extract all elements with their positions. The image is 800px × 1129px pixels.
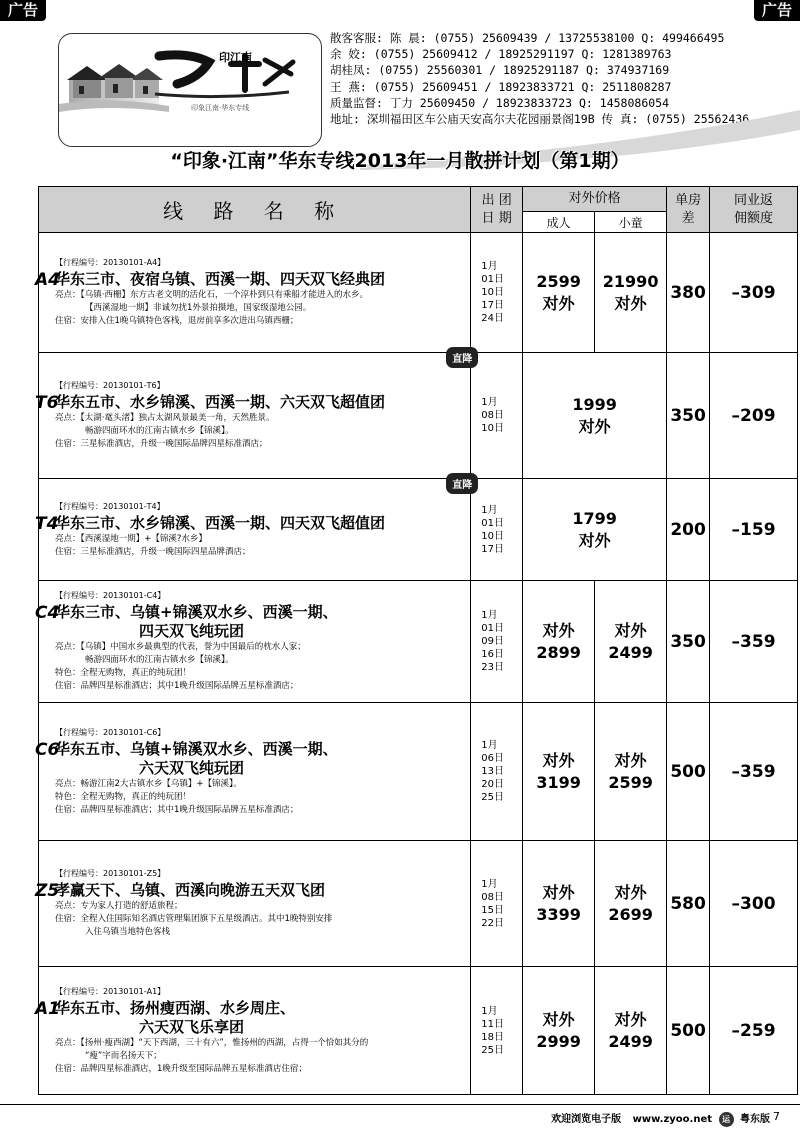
departure-date: 22日 [481, 917, 505, 929]
price-child [595, 233, 667, 353]
price-line: 1799 [572, 508, 617, 528]
contact-row: 余 姣: (0755) 25609412 / 18925291197 Q: 1281389763 [330, 47, 672, 62]
route-detail: “瘦”字而名扬天下； [85, 1050, 162, 1061]
price-adult [523, 841, 595, 967]
header-price: 对外价格 [523, 187, 667, 212]
price-line: 3399 [536, 904, 581, 924]
header-rebate-l1: 同业返 [734, 192, 774, 208]
route-title: 华东三市、水乡锦溪、西溪一期、四天双飞超值团 [55, 513, 386, 532]
single-supplement: 350 [667, 581, 710, 703]
departure-date: 10日 [481, 530, 505, 542]
footer-edition: 粤东版 [740, 1114, 770, 1125]
price-line: 对外 [542, 620, 575, 640]
route-title: 华东五市、水乡锦溪、西溪一期、六天双飞超值团 [55, 393, 386, 411]
price-adult [523, 233, 595, 353]
route-id: 【行程编号：20130101-T6】 [55, 381, 165, 390]
ad-label-left: 广告 [0, 0, 46, 21]
route-detail: 【西溪湿地一期】非诚勿扰1外景拍摄地，国家级湿地公园。 [85, 303, 312, 313]
route-name-cell [35, 479, 473, 581]
departure-date: 1月 [481, 740, 498, 751]
route-detail: 入住乌镇当地特色客栈 [85, 927, 171, 937]
departure-date: 17日 [481, 300, 505, 311]
footer-divider [0, 1104, 800, 1105]
departure-date: 1月 [481, 610, 498, 621]
route-detail: 住宿：品牌四星标准酒店；其中1晚升级国际品牌五星标准酒店； [55, 804, 299, 815]
price-adult [523, 703, 595, 841]
departure-date: 08日 [481, 891, 505, 903]
contact-row: 散客客服: 陈 晨: (0755) 25609439 / 13725538100 Q: 499466495 [330, 31, 725, 45]
price-line: 对外 [542, 1009, 575, 1029]
departure-dates [471, 233, 523, 353]
route-detail: 亮点：畅游江南2大古镇水乡【乌镇】+【锦溪】。 [55, 778, 242, 789]
price-line: 2699 [608, 904, 653, 924]
route-id: 【行程编号：20130101-C4】 [55, 591, 166, 600]
departure-dates [471, 479, 523, 581]
departure-date: 10日 [481, 287, 505, 298]
contact-row: 胡桂凤: (0755) 25560301 / 18925291187 Q: 374937169 [330, 63, 670, 78]
price-line: 对外 [578, 416, 611, 436]
route-code: C6 [35, 739, 60, 760]
price-line: 对外 [542, 750, 575, 770]
route-title: 华东三市、乌镇+锦溪双水乡、西溪一期、 [55, 603, 338, 621]
departure-date: 25日 [481, 1044, 505, 1056]
agent-rebate: –209 [710, 353, 798, 479]
departure-date: 08日 [481, 410, 505, 421]
route-name-cell [35, 581, 471, 703]
header-rebate [710, 187, 798, 233]
logo-script: 印江南 [219, 51, 252, 64]
departure-date: 09日 [481, 636, 505, 647]
departure-date: 01日 [481, 623, 505, 634]
route-id: 【行程编号：20130101-A4】 [55, 258, 166, 267]
agent-rebate: –359 [710, 581, 798, 703]
price-line: 对外 [578, 530, 611, 550]
route-row [39, 967, 798, 1095]
header-single-l1: 单房 [675, 192, 702, 208]
contact-row: 质量监督: 丁力 25609450 / 18923833723 Q: 1458086054 [330, 95, 670, 110]
route-name-cell [35, 703, 471, 841]
departure-date: 1月 [481, 261, 498, 272]
route-detail: 亮点：【扬州·瘦西湖】“天下西湖，三十有六”，惟扬州的西湖，占得一个恰如其分的 [55, 1037, 369, 1048]
route-detail: 畅游四面环水的江南古镇水乡【锦溪】。 [85, 655, 234, 665]
departure-date: 11日 [481, 1018, 505, 1030]
route-detail: 亮点：专为家人打造的舒适旅程； [55, 901, 183, 911]
route-detail: 特色：全程无购物，真正的纯玩团！ [55, 791, 192, 802]
price-combined [523, 353, 667, 479]
price-line: 对外 [542, 882, 575, 902]
price-line: 2599 [608, 772, 653, 792]
route-title: 华东三市、夜宿乌镇、西溪一期、四天双飞经典团 [55, 270, 386, 288]
departure-date: 06日 [481, 753, 505, 764]
price-child [595, 967, 667, 1095]
page-title [0, 146, 800, 176]
departure-date: 18日 [481, 1031, 505, 1043]
brand-circle-icon: 运 [719, 1112, 734, 1127]
footer-welcome: 欢迎浏览电子版 [551, 1114, 622, 1125]
header-date-l1: 出 团 [481, 192, 512, 208]
price-drop-badge: 直降 [446, 473, 478, 494]
departure-date: 01日 [481, 517, 505, 529]
route-code: A1 [35, 998, 60, 1019]
route-title: 孝赢天下、乌镇、西溪向晚游五天双飞团 [55, 881, 326, 899]
departure-dates [471, 703, 523, 841]
route-name-cell [35, 353, 473, 479]
price-line: 1999 [572, 394, 617, 414]
route-row [39, 581, 798, 703]
departure-date: 1月 [481, 504, 498, 516]
route-detail: 畅游四面环水的江南古镇水乡【锦溪】。 [85, 426, 234, 436]
agent-rebate: –359 [710, 703, 798, 841]
route-detail: 亮点：【太湖·鼋头渚】独占太湖风景最美一角，天然胜景。 [55, 413, 275, 423]
price-line: 对外 [614, 882, 647, 902]
price-adult [523, 581, 595, 703]
brand-logo [58, 33, 322, 147]
routes-body [35, 233, 798, 1095]
header-date [471, 187, 523, 233]
single-supplement: 380 [667, 233, 710, 353]
price-combined [523, 479, 667, 581]
routes-table [35, 186, 798, 1095]
footer [0, 1100, 800, 1129]
departure-date: 24日 [481, 313, 505, 324]
route-code: C4 [35, 603, 60, 623]
route-name-cell [35, 841, 471, 967]
route-detail: 住宿：品牌四星标准酒店，1晚升级至国际品牌五星标准酒店住宿； [55, 1063, 307, 1074]
route-detail: 住宿：三星标准酒店，升级一晚国际品牌四星标准酒店； [55, 439, 268, 449]
footer-text [551, 1110, 770, 1127]
route-row [39, 479, 798, 581]
departure-date: 23日 [481, 662, 505, 673]
departure-dates [471, 581, 523, 703]
departure-date: 1月 [481, 1005, 498, 1017]
route-name-cell [35, 967, 471, 1095]
price-child [595, 703, 667, 841]
single-supplement: 580 [667, 841, 710, 967]
departure-date: 20日 [481, 779, 505, 790]
page-number: 7 [773, 1110, 780, 1123]
single-supplement: 500 [667, 967, 710, 1095]
departure-dates [471, 841, 523, 967]
price-drop-badge: 直降 [446, 347, 478, 368]
departure-date: 1月 [481, 878, 498, 890]
header-adult: 成人 [523, 212, 595, 233]
departure-date: 1月 [481, 397, 498, 408]
price-line: 21990 [602, 271, 659, 291]
route-code: A4 [35, 270, 60, 290]
header-single [667, 187, 710, 233]
price-line: 3199 [536, 772, 581, 792]
contact-row: 王 燕: (0755) 25609451 / 18923833721 Q: 2511808287 [330, 79, 672, 94]
price-line: 对外 [614, 620, 647, 640]
price-line: 对外 [542, 293, 575, 313]
route-code: T4 [35, 513, 59, 534]
price-line: 2599 [536, 271, 581, 291]
route-detail: 亮点：【乌镇】中国水乡最典型的代表，誉为中国最后的枕水人家； [55, 642, 306, 652]
departure-date: 13日 [481, 766, 505, 777]
agent-rebate: –309 [710, 233, 798, 353]
header-route-name: 线 路 名 称 [39, 187, 471, 233]
departure-dates [471, 353, 523, 479]
route-id: 【行程编号：20130101-A1】 [55, 986, 166, 996]
route-title: 华东五市、扬州瘦西湖、水乡周庄、 [55, 998, 296, 1017]
price-line: 对外 [614, 750, 647, 770]
agent-rebate: –259 [710, 967, 798, 1095]
route-row [39, 233, 798, 353]
route-detail: 住宿：全程入住国际知名酒店管理集团旗下五星级酒店。其中1晚特别安排 [55, 914, 333, 924]
departure-date: 15日 [481, 904, 505, 916]
single-supplement: 200 [667, 479, 710, 581]
route-detail: 亮点：【西溪湿地一期】+【锦溪?水乡】 [55, 533, 207, 544]
ad-label-right: 广告 [754, 0, 800, 21]
route-detail: 住宿：安排入住1晚乌镇特色客栈，退房前享多次进出乌镇西栅； [55, 316, 299, 326]
header-child: 小童 [595, 212, 667, 233]
route-title: 华东五市、乌镇+锦溪双水乡、西溪一期、 [55, 739, 338, 758]
price-child [595, 581, 667, 703]
route-id: 【行程编号：20130101-Z5】 [55, 869, 166, 878]
route-id: 【行程编号：20130101-C6】 [55, 727, 166, 737]
contact-row: 地址: 深圳福田区车公庙天安高尔夫花园丽景阁19B 传 真: (0755) 25562436 [330, 112, 750, 127]
page-title-text: “印象·江南”华东专线2013年一月散拼计划（第1期） [170, 150, 630, 172]
route-id: 【行程编号：20130101-T4】 [55, 501, 165, 511]
price-line: 对外 [614, 293, 647, 313]
price-line: 对外 [614, 1009, 647, 1029]
departure-date: 16日 [481, 649, 505, 660]
route-name-cell [35, 233, 471, 353]
route-detail: 住宿：品牌四星标准酒店；其中1晚升级国际品牌五星标准酒店； [55, 681, 299, 691]
route-row [39, 353, 798, 479]
route-detail: 住宿：三星标准酒店，升级一晚国际四星品牌酒店； [55, 546, 251, 557]
price-child [595, 841, 667, 967]
header-single-l2: 差 [681, 210, 695, 226]
single-supplement: 500 [667, 703, 710, 841]
route-detail: 亮点：【乌镇·西栅】东方古老文明的活化石，一个淳朴到只有乘船才能进入的水乡。 [55, 290, 368, 300]
route-code: Z5 [35, 881, 60, 901]
route-row [39, 703, 798, 841]
single-supplement: 350 [667, 353, 710, 479]
logo-tagline: 印象江南·华东专线 [191, 104, 250, 112]
departure-dates [471, 967, 523, 1095]
price-line: 2999 [536, 1031, 581, 1051]
header-rebate-l2: 佣额度 [734, 210, 774, 226]
departure-date: 10日 [481, 423, 505, 434]
price-line: 2899 [536, 642, 581, 662]
route-detail: 特色：全程无购物，真正的纯玩团！ [55, 668, 192, 678]
header-date-l2: 日 期 [481, 210, 512, 226]
price-adult [523, 967, 595, 1095]
price-line: 2499 [608, 1031, 653, 1051]
departure-date: 01日 [481, 274, 505, 285]
footer-site-link[interactable]: www.zyoo.net [632, 1114, 713, 1125]
departure-date: 25日 [481, 792, 505, 803]
price-line: 2499 [608, 642, 653, 662]
logo-graphic [59, 34, 321, 146]
route-code: T6 [35, 393, 59, 413]
agent-rebate: –300 [710, 841, 798, 967]
departure-date: 17日 [481, 543, 505, 555]
route-row [39, 841, 798, 967]
route-title-line2: 六天双飞纯玩团 [139, 758, 245, 777]
route-title-line2: 四天双飞纯玩团 [139, 622, 245, 640]
agent-rebate: –159 [710, 479, 798, 581]
route-title-line2: 六天双飞乐享团 [139, 1017, 245, 1036]
